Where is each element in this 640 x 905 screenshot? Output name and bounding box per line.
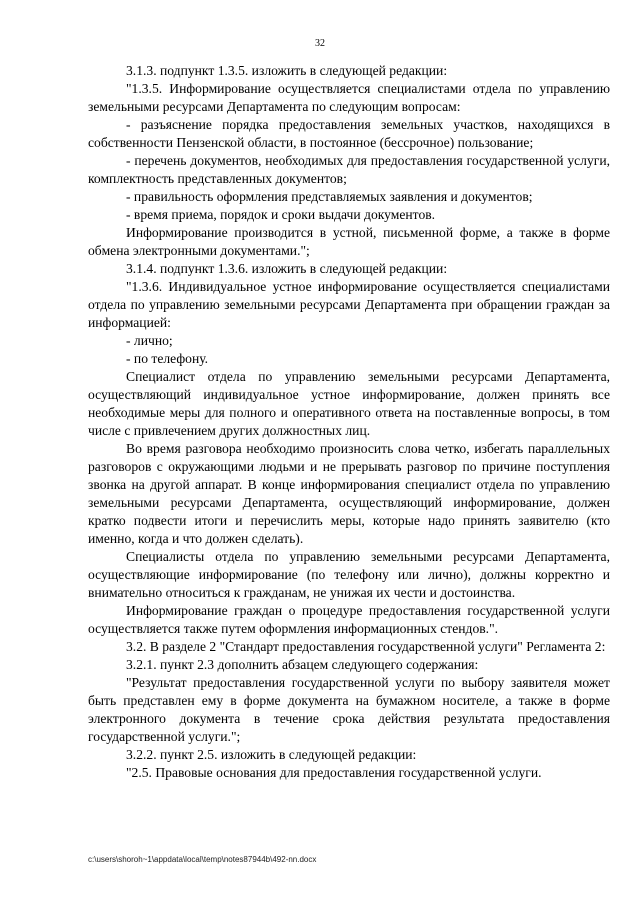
paragraph: "2.5. Правовые основания для предоставления государственной услуги. [126,765,542,780]
paragraph: "Результат предоставления государственной услуги по выбору заявителя может быть представлен ему в форме документа на бумажном носителе, а также в форме электронного документа в течение срока действия результата предоставления государственной услуги."; [88,675,610,744]
list-item: - разъяснение порядка предоставления земельных участков, находящихся в собственности Пензенской области, в постоянное (бессрочное) пользование; [88,117,610,150]
document-body [88,62,610,782]
paragraph: 3.2.2. пункт 2.5. изложить в следующей редакции: [126,747,417,762]
paragraph: 3.1.4. подпункт 1.3.6. изложить в следующей редакции: [126,261,448,276]
list-item: - по телефону. [126,351,209,366]
paragraph: 3.2. В разделе 2 "Стандарт предоставления государственной услуги" Регламента 2: [126,639,606,654]
paragraph: Специалист отдела по управлению земельными ресурсами Департамента, осуществляющий индивидуальное устное информирование, должен принять все необходимые меры для полного и оперативного ответа на поставленные вопросы, в том числе с привлечением других должностных лиц. [88,369,610,438]
paragraph: "1.3.5. Информирование осуществляется специалистами отдела по управлению земельными ресурсами Департамента по следующим вопросам: [88,81,610,114]
page-number: 32 [315,38,325,49]
paragraph: "1.3.6. Индивидуальное устное информирование осуществляется специалистами отдела по управлению земельными ресурсами Департамента при обращении граждан за информацией: [88,279,610,330]
footer-file-path: c:\users\shoroh~1\appdata\local\temp\notes87944b\492-nn.docx [88,855,317,864]
paragraph: Специалисты отдела по управлению земельными ресурсами Департамента, осуществляющие информирование (по телефону или лично), должны корректно и внимательно относиться к гражданам, не унижая их чести и достоинства. [88,549,610,600]
paragraph: Во время разговора необходимо произносить слова четко, избегать параллельных разговоров с окружающими людьми и не прерывать разговор по причине поступления звонка на другой аппарат. В конце информирования специалист отдела по управлению земельными ресурсами Департамента, осуществляющий информирование, должен кратко подвести итоги и перечислить меры, которые надо принять заявителю (кто именно, когда и что должен сделать). [88,441,610,546]
paragraph: Информирование граждан о процедуре предоставления государственной услуги осуществляется также путем оформления информационных стендов.". [88,603,610,636]
paragraph: 3.1.3. подпункт 1.3.5. изложить в следующей редакции: [126,63,448,78]
paragraph: 3.2.1. пункт 2.3 дополнить абзацем следующего содержания: [126,657,479,672]
list-item: - лично; [126,333,173,348]
list-item: - перечень документов, необходимых для предоставления государственной услуги, комплектность представленных документов; [88,153,610,186]
list-item: - правильность оформления представляемых заявления и документов; [126,189,533,204]
list-item: - время приема, порядок и сроки выдачи документов. [126,207,436,222]
paragraph: Информирование производится в устной, письменной форме, а также в форме обмена электронными документами."; [88,225,610,258]
